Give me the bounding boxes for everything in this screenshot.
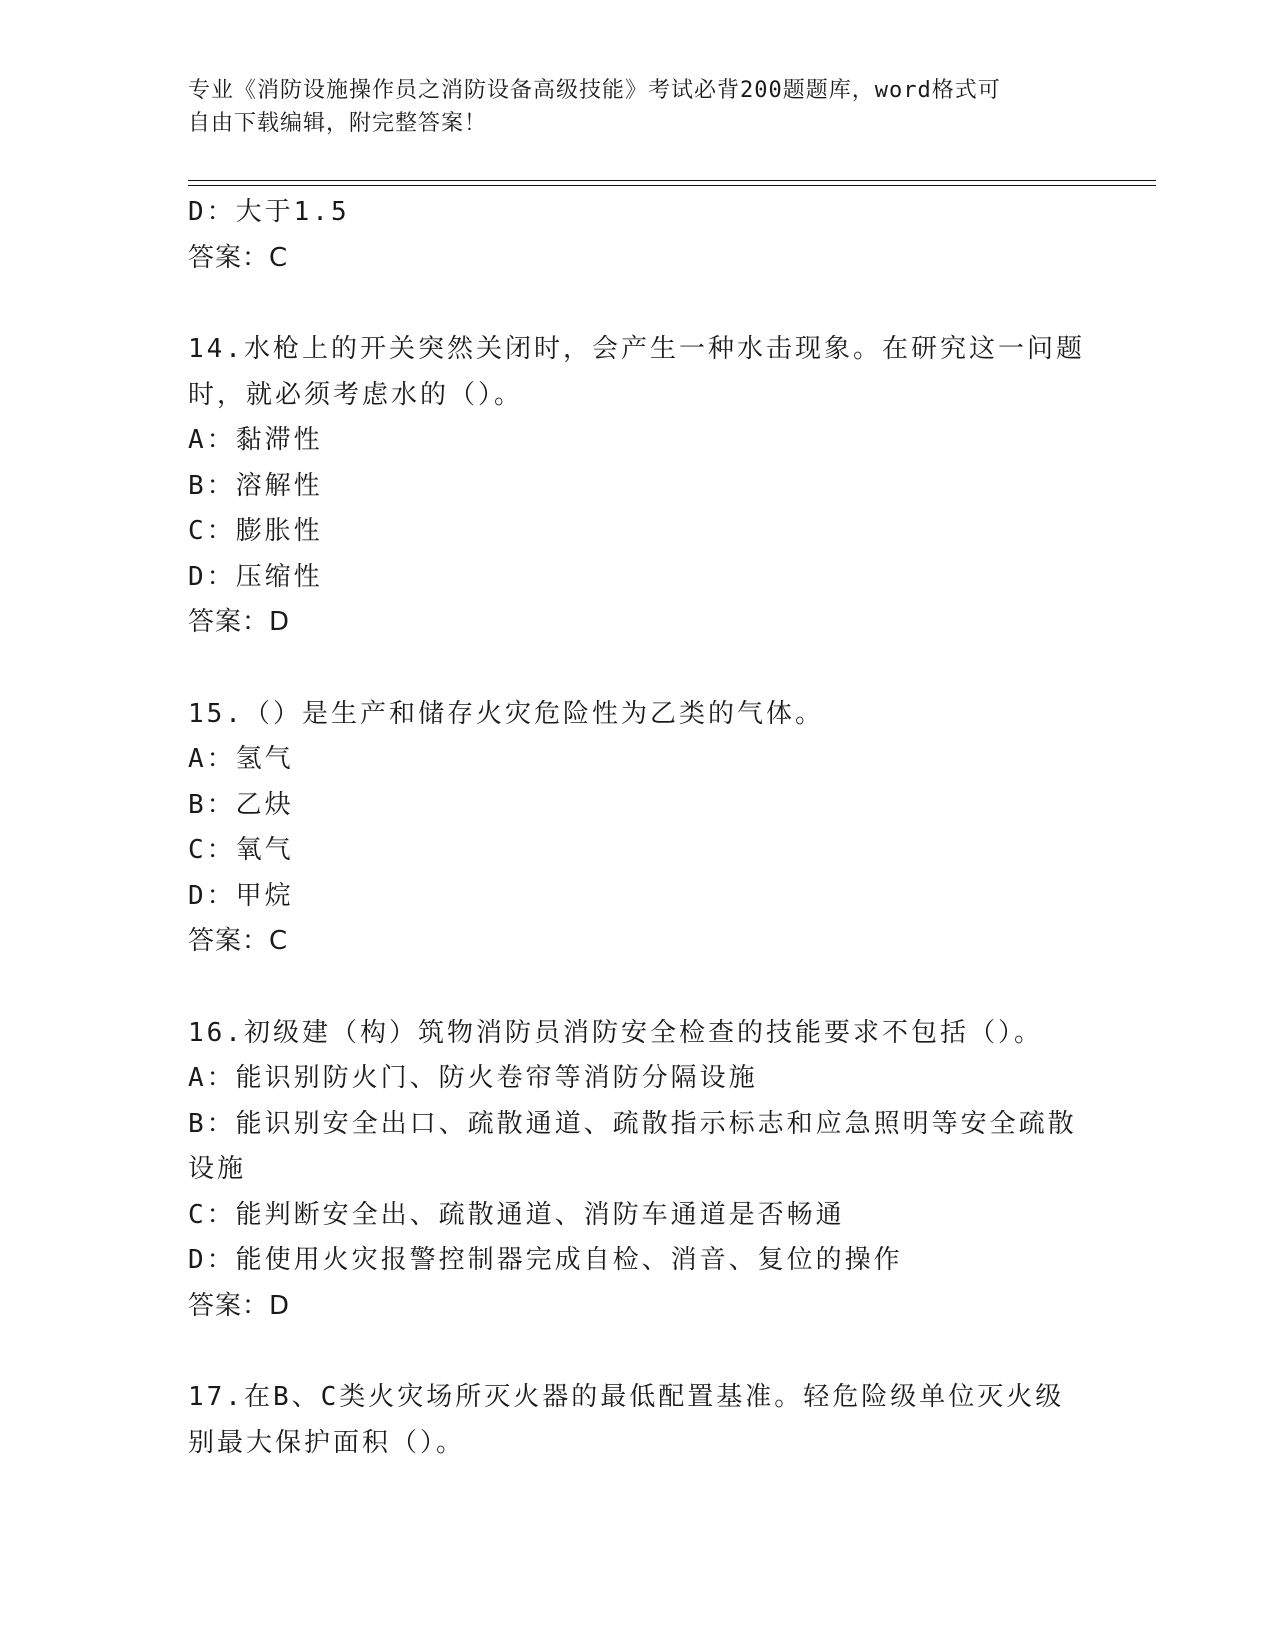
option-c: C：能判断安全出、疏散通道、消防车通道是否畅通 [188,1199,845,1230]
option-b: B：能识别安全出口、疏散通道、疏散指示标志和应急照明等安全疏散 [188,1108,1077,1139]
question-list [188,190,1088,1466]
question-17 [188,1375,1088,1466]
option-b: B：乙炔 [188,789,294,820]
question-stem-cont: 时，就必须考虑水的（）。 [188,379,524,410]
document-header [188,74,1068,140]
option-b-cont: 设施 [188,1154,247,1184]
question-stem: 16.初级建（构）筑物消防员消防安全检查的技能要求不包括（）。 [188,1017,1043,1048]
question-14 [188,327,1088,646]
header-divider-top [188,180,1156,181]
answer: 答案：D [188,1290,291,1321]
option-d: D：压缩性 [188,561,323,592]
option-a: A：黏滞性 [188,425,323,455]
question-16 [188,1011,1088,1330]
option-c: C：膨胀性 [188,516,323,546]
answer: 答案：C [188,242,289,273]
option-b: B：溶解性 [188,470,323,501]
option-a: A：氢气 [188,744,294,774]
prev-question-tail [188,190,1088,281]
option-d: D：甲烷 [188,880,294,911]
header-line-2: 自由下载编辑，附完整答案！ [188,111,488,136]
option-c: C：氧气 [188,835,294,865]
option-a: A：能识别防火门、防火卷帘等消防分隔设施 [188,1063,758,1093]
header-divider-bottom [188,185,1156,186]
option-d: D：能使用火灾报警控制器完成自检、消音、复位的操作 [188,1245,903,1275]
question-15 [188,692,1088,965]
answer: 答案：D [188,607,291,637]
answer: 答案：C [188,926,289,956]
question-stem: 14.水枪上的开关突然关闭时，会产生一种水击现象。在研究这一问题 [188,334,1085,364]
question-stem: 15.（）是生产和储存火灾危险性为乙类的气体。 [188,698,824,729]
question-stem: 17.在B、C类火灾场所灭火器的最低配置基准。轻危险级单位灭火级 [188,1382,1065,1412]
header-line-1: 专业《消防设施操作员之消防设备高级技能》考试必背200题题库，word格式可 [188,78,1001,103]
option-d: D：大于1.5 [188,197,350,227]
question-stem-cont: 别最大保护面积（）。 [188,1427,466,1458]
